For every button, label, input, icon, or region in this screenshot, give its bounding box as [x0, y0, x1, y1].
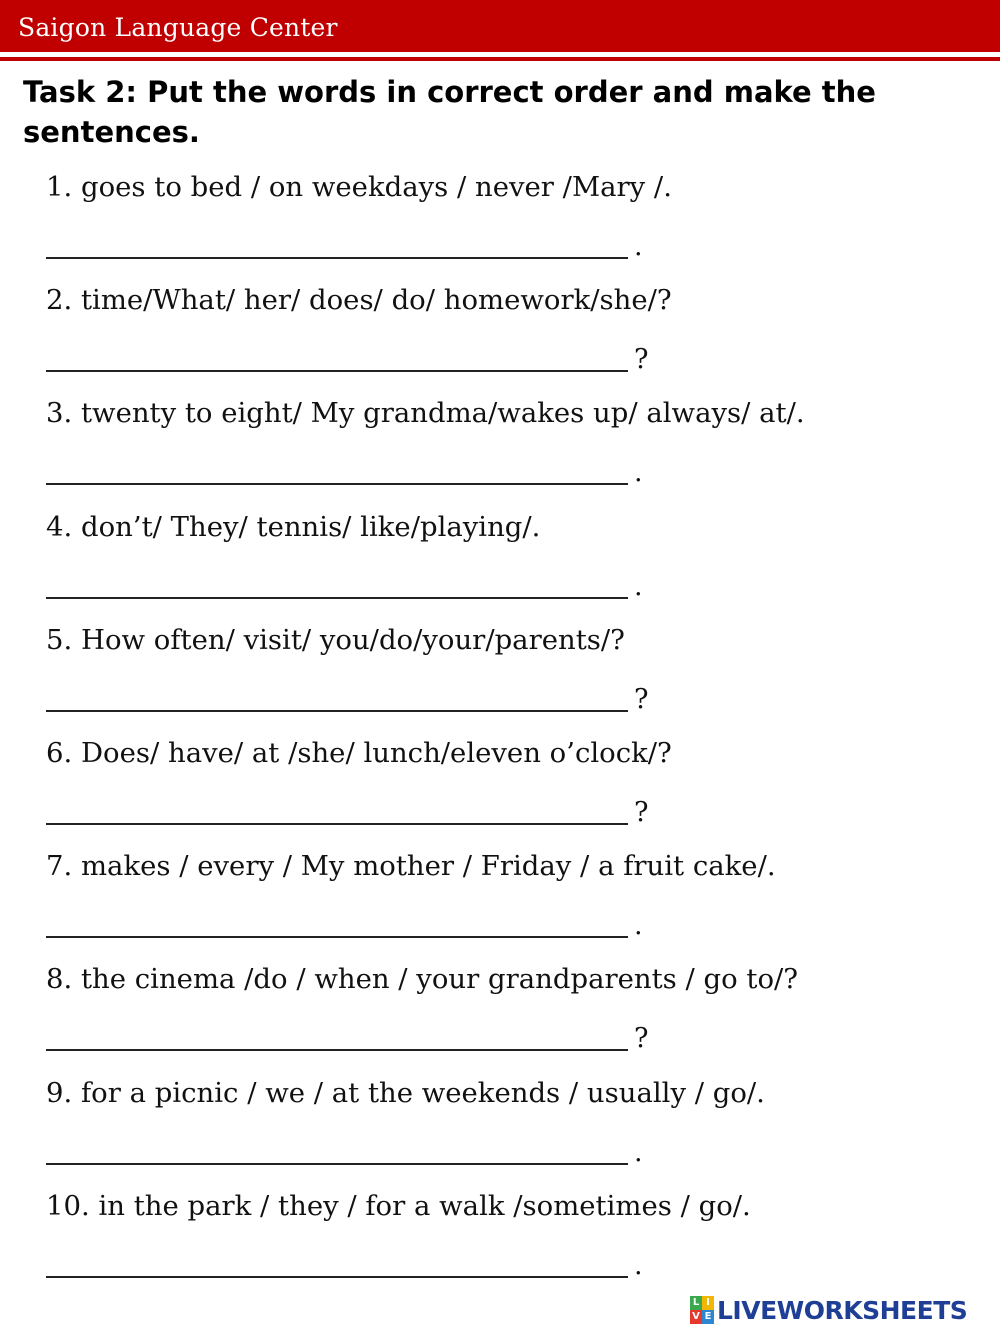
item-prompt: 7. makes / every / My mother / Friday / a fruit cake/.: [46, 850, 776, 883]
answer-end-punctuation: ?: [634, 797, 649, 828]
answer-end-punctuation: .: [634, 910, 643, 942]
answer-line[interactable]: [46, 823, 628, 825]
item-prompt: 5. How often/ visit/ you/do/your/parents/?: [46, 623, 625, 656]
answer-end-punctuation: .: [634, 457, 643, 489]
answer-line[interactable]: [46, 370, 628, 372]
item-prompt: 2. time/What/ her/ does/ do/ homework/she/?: [46, 284, 672, 317]
item-prompt: 1. goes to bed / on weekdays / never /Mary /.: [46, 171, 672, 203]
answer-end-punctuation: ?: [634, 683, 649, 715]
answer-end-punctuation: ?: [634, 344, 649, 376]
header-title: Saigon Language Center: [18, 13, 338, 42]
logo-letter: L: [690, 1296, 702, 1310]
header-rule: [0, 57, 1000, 61]
item-prompt: 10. in the park / they / for a walk /sometimes / go/.: [46, 1189, 751, 1222]
answer-end-punctuation: ?: [634, 1023, 649, 1055]
answer-line[interactable]: [46, 936, 628, 938]
answer-line[interactable]: [46, 1049, 628, 1051]
watermark-text: LIVEWORKSHEETS: [717, 1295, 968, 1325]
item-prompt: 3. twenty to eight/ My grandma/wakes up/ always/ at/.: [46, 397, 805, 430]
answer-line[interactable]: [46, 597, 628, 599]
liveworksheets-logo-icon: [690, 1296, 714, 1324]
task-title: Task 2: Put the words in correct order and make the sentences.: [23, 75, 876, 149]
item-prompt: 6. Does/ have/ at /she/ lunch/eleven o’clock/?: [46, 737, 672, 769]
answer-end-punctuation: .: [634, 231, 643, 262]
header-bar: [0, 0, 1000, 52]
item-prompt: 4. don’t/ They/ tennis/ like/playing/.: [46, 510, 541, 543]
answer-end-punctuation: .: [634, 570, 643, 602]
item-prompt: 8. the cinema /do / when / your grandparents / go to/?: [46, 963, 799, 996]
logo-letter: I: [702, 1296, 714, 1310]
answer-line[interactable]: [46, 483, 628, 485]
item-prompt: 9. for a picnic / we / at the weekends / usually / go/.: [46, 1076, 765, 1109]
liveworksheets-watermark: [690, 1290, 967, 1330]
answer-line[interactable]: [46, 1163, 628, 1165]
answer-line[interactable]: [46, 1276, 628, 1278]
logo-letter: E: [702, 1310, 714, 1324]
answer-line[interactable]: [46, 710, 628, 712]
answer-line[interactable]: [46, 257, 628, 259]
logo-letter: V: [690, 1310, 702, 1324]
answer-end-punctuation: .: [634, 1136, 643, 1168]
answer-end-punctuation: .: [634, 1249, 643, 1281]
